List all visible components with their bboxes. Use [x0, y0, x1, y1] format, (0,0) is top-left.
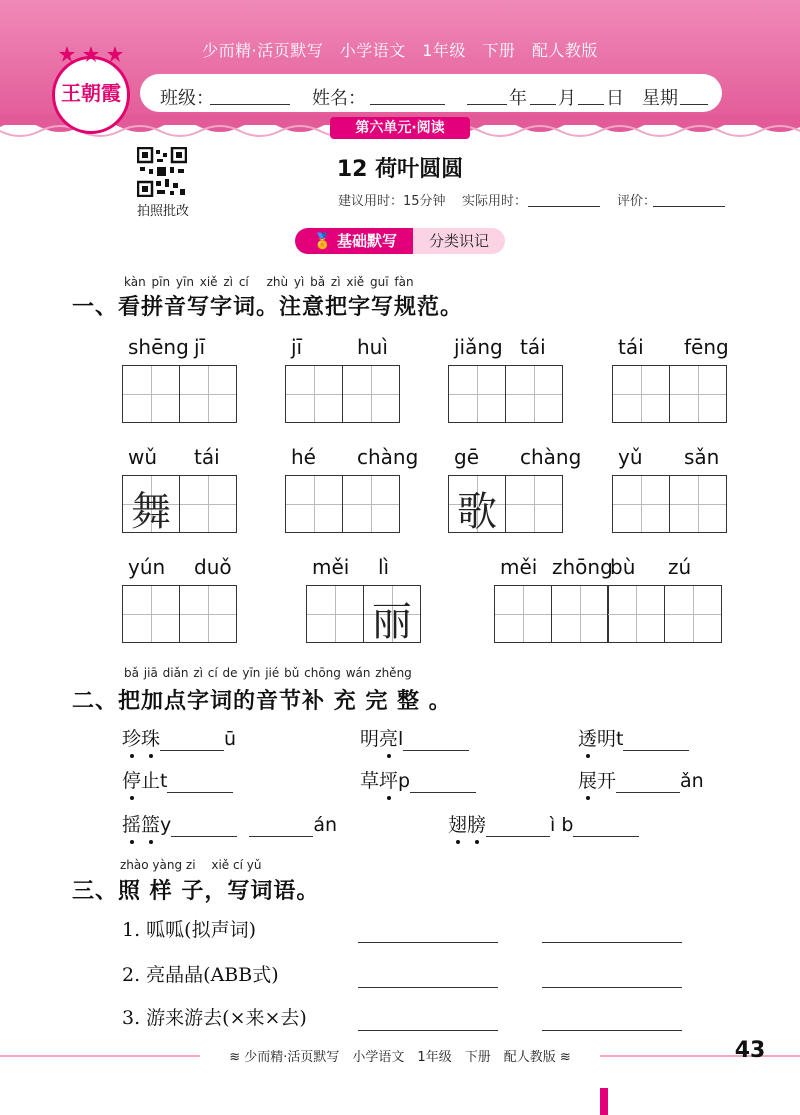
series-title: 少而精·活页默写 小学语文 1年级 下册 配人教版 [202, 41, 598, 60]
page-number: 43 [734, 1038, 766, 1063]
char-cell[interactable] [342, 475, 400, 533]
char-cell[interactable] [179, 585, 237, 643]
pinyin-label: bù [610, 555, 636, 579]
section-pill-left-label: 基础默写 [336, 232, 397, 250]
pinyin-label: jī [194, 335, 206, 359]
char-cell[interactable] [179, 475, 237, 533]
char-cell[interactable] [122, 585, 180, 643]
syllable-hint: y [160, 814, 172, 836]
evaluation-field[interactable] [653, 206, 725, 207]
answer-blank[interactable] [403, 732, 469, 751]
section-pill-right: 分类识记 [413, 228, 505, 254]
dotted-character: 明 [597, 728, 617, 750]
char-cell[interactable] [285, 365, 343, 423]
pinyin-label: duǒ [194, 555, 232, 579]
char-grid [448, 475, 563, 533]
syllable-item [360, 724, 469, 751]
day-label: 日 [606, 88, 624, 109]
year-field[interactable] [467, 104, 507, 105]
word-pattern-item: 3. 游来游去(×来×去) [122, 1007, 307, 1029]
char-cell[interactable] [664, 585, 722, 643]
answer-line[interactable] [358, 942, 498, 943]
char-cell[interactable] [179, 365, 237, 423]
actual-time-field[interactable] [528, 206, 600, 207]
syllable-item [360, 766, 476, 793]
char-grid [448, 365, 563, 423]
syllable-hint: l [398, 728, 404, 750]
pinyin-label: chàng [520, 445, 582, 469]
answer-blank[interactable] [573, 818, 639, 837]
syllable-hint: án [313, 814, 338, 836]
answer-blank[interactable] [171, 818, 237, 837]
unit-tag: 第六单元·阅读 [330, 117, 470, 139]
answer-blank[interactable] [167, 774, 233, 793]
q2-pinyin-hint: bǎ jiā diǎn zì cí de yīn jié bǔ chōng wán zhěng [124, 666, 412, 680]
cell-character: 舞 [131, 489, 171, 535]
pinyin-label: tái [520, 335, 546, 359]
syllable-item [122, 810, 337, 837]
char-grid [122, 585, 237, 643]
day-field[interactable] [578, 104, 604, 105]
month-field[interactable] [530, 104, 556, 105]
section-pill-left [295, 228, 415, 254]
answer-line[interactable] [542, 987, 682, 988]
month-label: 月 [558, 88, 576, 109]
char-grid [612, 475, 727, 533]
pinyin-label: shēng [128, 335, 189, 359]
pinyin-label: huì [357, 335, 388, 359]
char-grid [285, 365, 400, 423]
syllable-item [578, 724, 689, 751]
char-cell[interactable] [342, 365, 400, 423]
answer-blank[interactable] [616, 774, 680, 793]
char-grid [612, 365, 727, 423]
word-pattern-item: 1. 呱呱(拟声词) [122, 919, 256, 941]
answer-blank[interactable] [160, 732, 224, 751]
char-cell[interactable] [122, 475, 180, 533]
dotted-character: 膀 [467, 810, 486, 837]
pinyin-label: tái [618, 335, 644, 359]
crown-stars-icon [58, 46, 124, 64]
char-cell[interactable] [494, 585, 552, 643]
dotted-character: 篮 [141, 810, 160, 837]
q1-pinyin-hint: kàn pīn yīn xiě zì cí zhù yì bǎ zì xiě guī fàn [124, 275, 414, 289]
syllable-item [122, 766, 233, 793]
dotted-character: 草 [360, 770, 380, 792]
char-cell[interactable] [122, 365, 180, 423]
char-grid [122, 475, 237, 533]
class-field[interactable] [210, 104, 290, 105]
cell-character: 丽 [371, 599, 412, 645]
char-cell[interactable] [612, 475, 670, 533]
dotted-character: 摇 [122, 810, 141, 837]
qr-code-icon[interactable] [137, 147, 187, 197]
q2-heading: 二、把加点字词的音节补 充 完 整 。 [72, 689, 452, 714]
q1-heading: 一、看拼音写字词。注意把字写规范。 [72, 295, 464, 320]
syllable-item [448, 810, 639, 837]
pinyin-label: jī [291, 335, 303, 359]
pinyin-label: sǎn [684, 445, 720, 469]
dotted-character: 坪 [379, 766, 398, 793]
weekday-field[interactable] [680, 104, 708, 105]
spacer [237, 814, 249, 836]
char-cell[interactable] [669, 365, 727, 423]
cell-character: 歌 [457, 489, 497, 535]
char-cell[interactable] [551, 585, 609, 643]
dotted-character: 珍 [122, 724, 141, 751]
char-cell[interactable] [448, 475, 506, 533]
dotted-character: 明 [360, 728, 380, 750]
dotted-character: 展 [578, 766, 597, 793]
pinyin-label: hé [291, 445, 316, 469]
year-label: 年 [509, 88, 527, 109]
syllable-hint: p [398, 770, 411, 792]
syllable-item [122, 724, 236, 751]
pinyin-label: wǔ [128, 445, 158, 469]
answer-blank[interactable] [486, 818, 550, 837]
char-cell[interactable] [607, 585, 665, 643]
name-label: 姓名： [312, 88, 366, 109]
student-info-box [140, 74, 722, 112]
pinyin-label: zhōng [552, 555, 613, 579]
syllable-item [578, 766, 704, 793]
evaluation-label: 评价： [617, 194, 657, 209]
pinyin-label: měi [312, 555, 350, 579]
pinyin-label: yún [128, 555, 166, 579]
dotted-character: 亮 [379, 724, 398, 751]
class-label: 班级： [160, 88, 214, 109]
answer-line[interactable] [542, 1030, 682, 1031]
answer-line[interactable] [358, 1030, 498, 1031]
actual-time-label: 实际用时： [462, 194, 528, 209]
syllable-hint: ì b [550, 814, 574, 836]
char-cell[interactable] [448, 365, 506, 423]
dotted-character: 止 [141, 770, 161, 792]
answer-blank[interactable] [623, 732, 689, 751]
q3-heading: 三、照 样 子，写词语。 [72, 879, 320, 904]
brand-logo-text: 王朝霞 [61, 81, 121, 105]
dotted-character: 停 [122, 766, 141, 793]
qr-label: 拍照批改 [136, 204, 189, 219]
weekday-label: 星期 [642, 88, 678, 109]
answer-blank[interactable] [249, 818, 313, 837]
char-cell[interactable] [306, 585, 364, 643]
syllable-hint: ū [224, 728, 237, 750]
pinyin-label: jiǎng [454, 335, 503, 359]
char-grid [494, 585, 722, 643]
lesson-title: 12 荷叶圆圆 [336, 157, 464, 182]
pinyin-label: měi [500, 555, 538, 579]
pinyin-label: lì [378, 555, 390, 579]
side-mark [600, 1088, 608, 1115]
name-field[interactable] [370, 104, 445, 105]
word-pattern-item: 2. 亮晶晶(ABB式) [122, 964, 279, 986]
char-grid [122, 365, 237, 423]
char-cell[interactable] [612, 365, 670, 423]
pinyin-label: tái [194, 445, 220, 469]
syllable-hint: t [616, 728, 624, 750]
char-cell[interactable] [285, 475, 343, 533]
syllable-hint: t [160, 770, 168, 792]
dotted-character: 开 [597, 770, 617, 792]
dotted-character: 珠 [141, 724, 160, 751]
pinyin-label: fēng [684, 335, 729, 359]
pinyin-label: zú [668, 555, 692, 579]
dotted-character: 翅 [448, 810, 467, 837]
char-grid [285, 475, 400, 533]
suggested-time: 建议用时：15分钟 [338, 194, 446, 209]
pinyin-label: gē [454, 445, 479, 469]
dotted-character: 透 [578, 724, 597, 751]
char-cell[interactable] [363, 585, 421, 643]
char-cell[interactable] [669, 475, 727, 533]
char-grid [306, 585, 421, 643]
pinyin-label: chàng [357, 445, 419, 469]
syllable-hint: ǎn [680, 770, 704, 792]
answer-line[interactable] [358, 987, 498, 988]
char-cell[interactable] [505, 475, 563, 533]
char-cell[interactable] [505, 365, 563, 423]
pinyin-label: yǔ [618, 445, 643, 469]
medal-icon: 🏅 [313, 232, 337, 250]
answer-blank[interactable] [410, 774, 476, 793]
answer-line[interactable] [542, 942, 682, 943]
footer-text: ≋ 少而精·活页默写 小学语文 1年级 下册 配人教版 ≋ [200, 1046, 600, 1065]
q3-pinyin-hint: zhào yàng zi xiě cí yǔ [120, 858, 262, 872]
